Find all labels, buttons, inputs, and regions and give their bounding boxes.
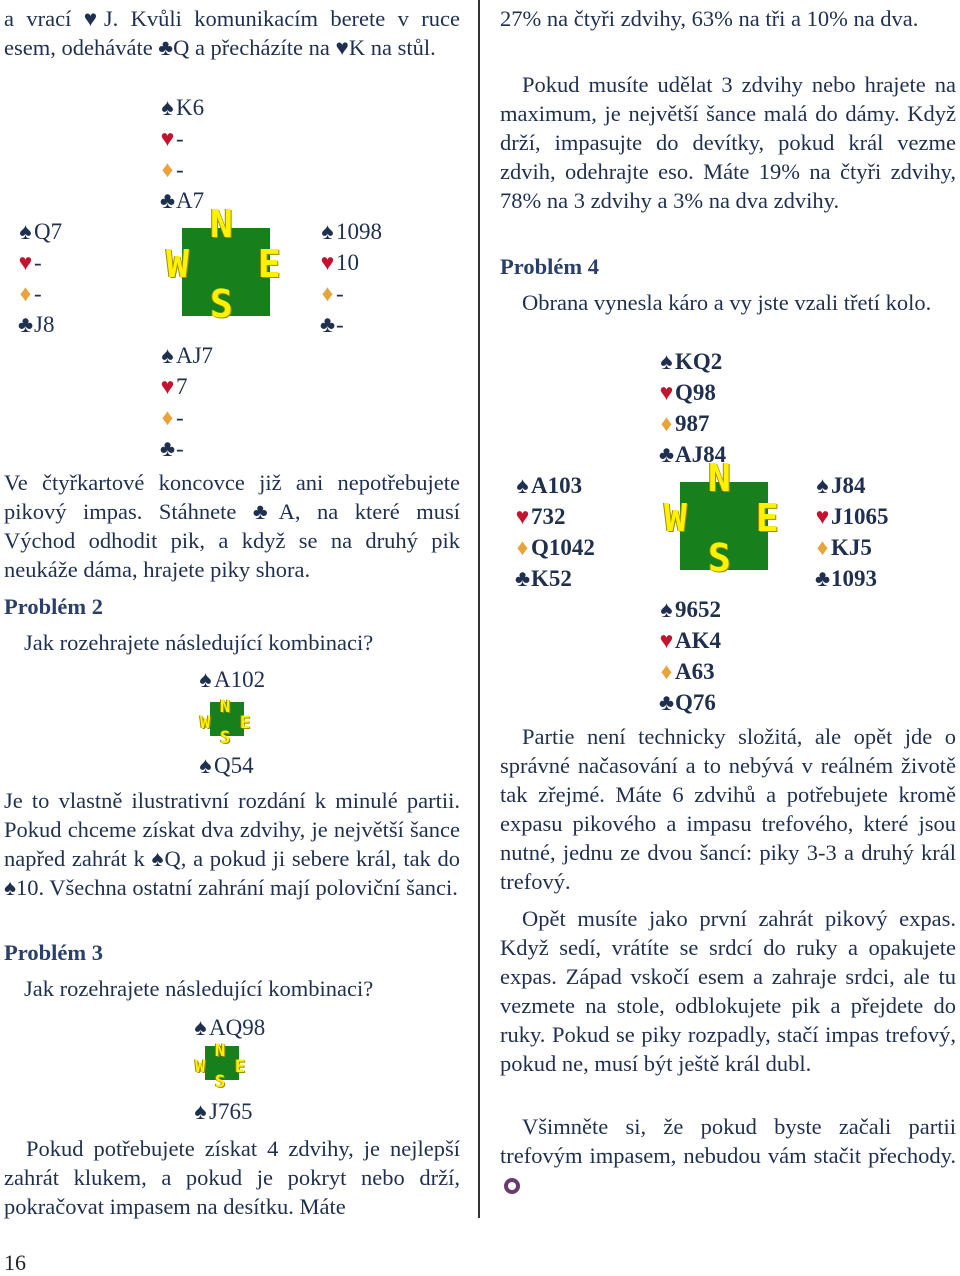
spade-icon: ♠: [199, 753, 212, 778]
diamond-icon: ♦: [321, 281, 334, 306]
paragraph-2: Je to vlastně ilustrativní rozdání k minulé partii. Pokud chceme získat dva zdvihy, je největší šance napřed zahrát k ♠Q, a pokud ji sebere král, tak do ♠10. Všechna ostatní zahrání mají poloviční šanci.: [4, 788, 460, 900]
combo2-south: ♠ Q54: [197, 750, 254, 781]
right-paragraph-5: Všimněte si, že pokud byste začali partii trefovým impasem, nebudou vám stačit přechody.: [500, 1112, 956, 1199]
heart-icon: ♥: [160, 126, 175, 151]
intro-paragraph: a vrací ♥J. Kvůli komunikacím berete v ruce esem, odeháváte ♣Q a přecházíte na ♥K na stůl.: [4, 6, 460, 60]
heart-icon: ♥: [18, 250, 33, 275]
combo3-north: ♠ AQ98: [192, 1012, 265, 1043]
deal1-north-diamonds: ♦ -: [159, 154, 204, 185]
deal1-west: ♠ Q7 ♥- ♦ - ♣J8: [17, 216, 62, 340]
spade-icon: ♠: [660, 597, 673, 622]
diamond-icon: ♦: [660, 659, 673, 684]
heart-icon: ♥: [659, 380, 674, 405]
spade-icon: ♠: [161, 95, 174, 120]
spade-icon: ♠: [516, 473, 529, 498]
problem4-text: Obrana vynesla káro a vy jste vzali třetí kolo.: [522, 290, 932, 315]
page-number: 16: [4, 1250, 26, 1275]
spade-icon: ♠: [19, 219, 32, 244]
club-icon: ♣: [17, 312, 34, 337]
club-icon: ♣: [159, 188, 176, 213]
deal1-north-hearts: ♥-: [159, 123, 204, 154]
problem3-heading: Problém 3: [4, 940, 103, 965]
diamond-icon: ♦: [660, 411, 673, 436]
spade-icon: ♠: [660, 349, 673, 374]
deal1-north: [159, 92, 204, 216]
diamond-icon: ♦: [161, 405, 174, 430]
heart-icon: ♥: [320, 250, 335, 275]
diamond-icon: ♦: [816, 535, 829, 560]
compass-w: W: [166, 242, 189, 286]
compass-large: [166, 202, 281, 326]
club-icon: ♣: [159, 436, 176, 461]
right-paragraph-1: 27% na čtyři zdvihy, 63% na tři a 10% na dva.: [500, 6, 919, 31]
deal4-west: ♠ A103 ♥732 ♦ Q1042 ♣K52: [514, 470, 595, 594]
problem3-question: Jak rozehrajete následující kombinaci?: [24, 976, 374, 1001]
spade-icon: ♠: [199, 667, 212, 692]
right-paragraph-3: Partie není technicky složitá, ale opět jde o správné načasování a to nebývá v reálném životě tak zřejmé. Máte 6 zdvihů a potřebujete kromě expasu pikového a impasu trefového, které jsou nutné, jednu ze dvou šancí: piky 3-3 a druhý král trefový.: [500, 724, 956, 894]
spade-icon: ♠: [194, 1099, 207, 1124]
club-icon: ♣: [658, 442, 675, 467]
compass-small: N W E S: [195, 1041, 246, 1092]
spade-icon: ♠: [816, 473, 829, 498]
right-paragraph-2: Pokud musíte udělat 3 zdvihy nebo hrajete na maximum, je největší šance malá do dámy. Když drží, impasujte do devítky, pokud král vezme zdvih, odehrajte eso. Máte 19% na čtyři zdvihy, 78% na 3 zdvihy a 3% na dva zdvihy.: [500, 72, 956, 213]
spade-icon: ♠: [321, 219, 334, 244]
spade-icon: ♠: [161, 343, 174, 368]
deal4-north: ♠ KQ2 ♥Q98 ♦ 987 ♣AJ84: [658, 346, 726, 470]
club-icon: ♣: [319, 312, 336, 337]
combo2-north: ♠ A102: [197, 664, 265, 695]
combo3-south: ♠ J765: [192, 1096, 252, 1127]
problem2-question: Jak rozehrajete následující kombinaci?: [24, 630, 374, 655]
spade-icon: ♠: [194, 1015, 207, 1040]
club-icon: ♣: [658, 690, 675, 715]
diamond-icon: ♦: [161, 157, 174, 182]
heart-icon: ♥: [515, 504, 530, 529]
heart-icon: ♥: [815, 504, 830, 529]
paragraph-1: Ve čtyřkartové koncovce již ani nepotřebujete pikový impas. Stáhnete ♣A, na které musí Východ odhodit pik, a když se na druhý pik neukáže dáma, hrajete piky shora.: [4, 470, 460, 582]
problem2-heading: Problém 2: [4, 594, 103, 619]
compass-n: N: [210, 202, 233, 246]
compass-e: E: [258, 242, 281, 286]
compass-large: N W E S: [664, 456, 779, 580]
heart-icon: ♥: [160, 374, 175, 399]
deal1-north-spades: ♠ K6: [159, 92, 204, 123]
deal4-south: ♠ 9652 ♥AK4 ♦ A63 ♣Q76: [658, 594, 721, 718]
compass-s: S: [210, 282, 233, 326]
paragraph-3: Pokud potřebujete získat 4 zdvihy, je nejlepší zahrát klukem, a pokud je pokryt nebo drží, pokračovat impasem na desítku. Máte: [4, 1136, 460, 1219]
diamond-icon: ♦: [19, 281, 32, 306]
problem4-heading: Problém 4: [500, 254, 599, 279]
diamond-icon: ♦: [516, 535, 529, 560]
right-paragraph-4: Opět musíte jako první zahrát pikový expas. Když sedí, vrátíte se srdcí do ruky a opakujete expas. Západ vskočí esem a zahraje srdci, ale tu vezmete na stole, odblokujete pik a přejdete do ruky. Pokud se piky rozpadly, stačí impas trefový, pokud ne, musí být ještě král dubl.: [500, 906, 956, 1076]
deal1-east: ♠ 1098 ♥10 ♦ - ♣-: [319, 216, 382, 340]
end-mark-icon: [504, 1178, 520, 1194]
club-icon: ♣: [514, 566, 531, 591]
heart-icon: ♥: [659, 628, 674, 653]
compass-small: N W E S: [200, 697, 251, 748]
column-divider: [478, 0, 480, 1218]
club-icon: ♣: [814, 566, 831, 591]
deal1-south: ♠ AJ7 ♥7 ♦ - ♣-: [159, 340, 213, 464]
deal4-east: ♠ J84 ♥J1065 ♦ KJ5 ♣1093: [814, 470, 889, 594]
deal1-north-clubs: ♣A7: [159, 185, 204, 216]
